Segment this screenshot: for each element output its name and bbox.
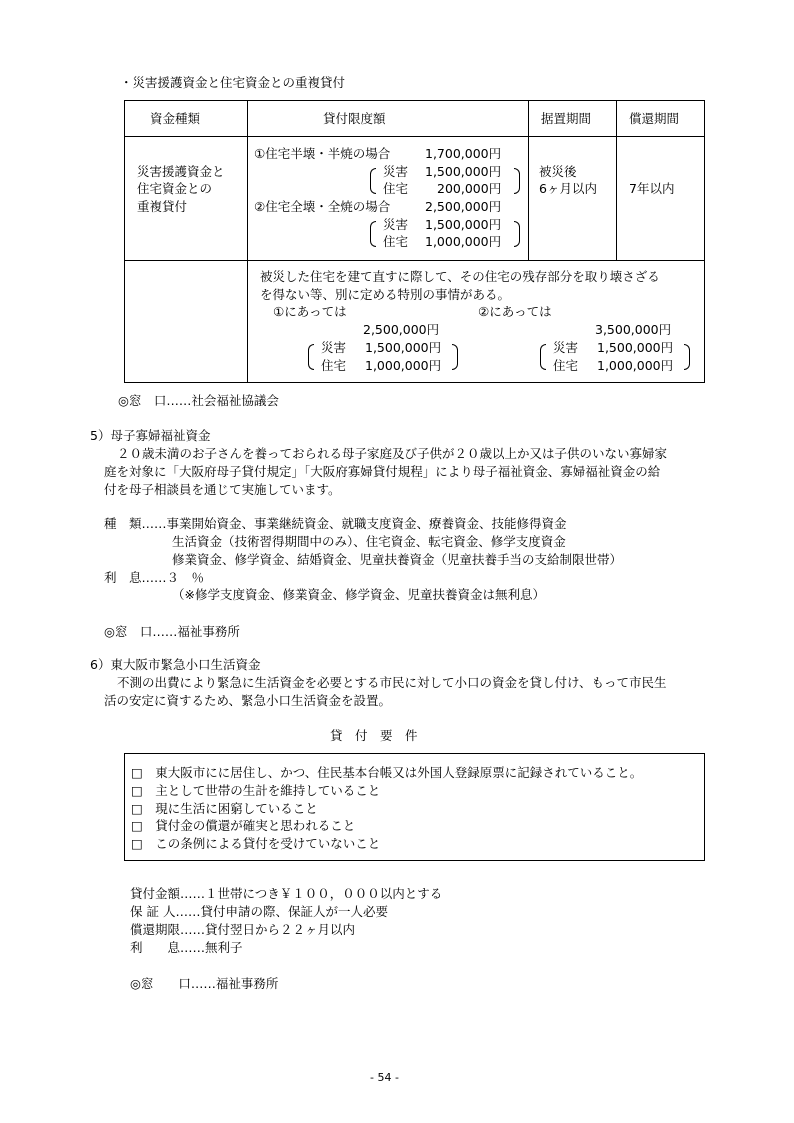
case2-sub2-amount: 1,000,000円 [425,234,502,249]
brace [452,344,458,370]
special-case-text: を得ない等、別に定める特別の事情がある。 [260,287,511,302]
requirements-title: 貸 付 要 件 [330,728,418,743]
brace [540,344,546,370]
case1-sub1-label: 災害 [383,164,409,179]
case1-sub2-label: 住宅 [383,181,409,196]
repayment-period: 7年以内 [629,181,675,196]
brace [514,168,520,194]
body-text: 活の安定に資するため、緊急小口生活資金を設置。 [104,693,392,708]
left-sub2-label: 住宅 [321,358,347,373]
fund-type-line: 住宅資金との [137,181,213,196]
section-heading: ・災害援護資金と住宅資金との重複貸付 [120,75,346,90]
requirements-box [124,753,705,861]
special-case-text: 被災した住宅を建て直すに際して、その住宅の残存部分を取り壊さざる [260,269,660,284]
brace [684,344,690,370]
interest: 利 息……無利子 [130,940,243,955]
requirement-item: □ 貸付金の償還が確実と思われること [131,818,356,833]
requirement-item: □ この条例による貸付を受けていないこと [131,836,381,851]
case1-sub1-amount: 1,500,000円 [425,164,502,179]
deferment-line: 被災後 [539,164,577,179]
case1-sub2-amount: 200,000円 [437,181,502,196]
fund-type-line: 災害援護資金と [137,164,225,179]
brace [308,344,314,370]
fund-type-line: 重複貸付 [137,199,188,214]
right-total: 3,500,000円 [595,322,672,337]
header-fund-type: 資金種類 [150,111,201,126]
fund-types: 種 類……事業開始資金、事業継続資金、就職支度資金、療養資金、技能修得資金 [104,516,567,531]
interest: 利 息……３ ％ [104,570,205,585]
case2-amount: 2,500,000円 [425,199,502,214]
right-sub2-label: 住宅 [553,358,579,373]
body-text: 庭を対象に「大阪府母子貸付規定」「大阪府寡婦貸付規程」により母子福祉資金、寡婦福祉資金の給 [104,464,661,479]
brace [370,221,376,247]
case2-label: ②住宅全壊・全焼の場合 [254,199,391,214]
repayment-deadline: 償還期限……貸付翌日から２２ヶ月以内 [130,922,356,937]
left-sub2-amount: 1,000,000円 [365,358,442,373]
requirement-item: □ 東大阪市にに居住し、かつ、住民基本台帳又は外国人登録原票に記録されていること。 [131,765,643,780]
case1-label: ①住宅半壊・半焼の場合 [254,146,391,161]
right-sub1-label: 災害 [553,340,579,355]
header-repayment: 償還期間 [629,111,680,126]
header-deferment: 据置期間 [541,111,592,126]
case2-sub1-label: 災害 [383,217,409,232]
case2-sub1-amount: 1,500,000円 [425,217,502,232]
case2-sub2-label: 住宅 [383,234,409,249]
right-sub1-amount: 1,500,000円 [597,340,674,355]
interest-note: （※修学支度資金、修業資金、修学資金、児童扶養資金は無利息） [172,587,545,602]
section-heading: 5）母子寡婦福祉資金 [90,428,211,443]
page-number: - 54 - [370,1071,399,1084]
brace [370,168,376,194]
body-text: ２０歳未満のお子さんを養っておられる母子家庭及び子供が２０歳以上か又は子供のいない寡婦家 [117,446,668,461]
guarantor: 保 証 人……貸付申請の際、保証人が一人必要 [130,904,388,919]
deferment-line: 6ヶ月以内 [539,181,597,196]
contact-window: ◎窓 口……福祉事務所 [104,624,240,639]
contact-window: ◎窓 口……福祉事務所 [130,976,279,991]
body-text: 不測の出費により緊急に生活資金を必要とする市民に対して小口の資金を貸し付け、もって市民生 [117,675,667,690]
body-text: 付を母子相談員を通じて実施しています。 [104,482,341,497]
right-case-label: ②にあっては [478,304,552,319]
requirement-item: □ 主として世帯の生計を維持していること [131,783,381,798]
requirement-item: □ 現に生活に困窮していること [131,801,318,816]
case1-amount: 1,700,000円 [425,146,502,161]
brace [514,221,520,247]
left-total: 2,500,000円 [363,322,440,337]
fund-types: 修業資金、修学資金、結婚資金、児童扶養資金（児童扶養手当の支給制限世帯） [172,552,623,567]
right-sub2-amount: 1,000,000円 [597,358,674,373]
loan-amount: 貸付金額……１世帯につき￥１００，０００以内とする [130,886,443,901]
section-heading: 6）東大阪市緊急小口生活資金 [90,657,261,672]
header-loan-limit: 貸付限度額 [323,111,386,126]
contact-window: ◎窓 口……社会福祉協議会 [118,393,279,408]
left-sub1-label: 災害 [321,340,347,355]
left-case-label: ①にあっては [273,304,347,319]
left-sub1-amount: 1,500,000円 [365,340,442,355]
fund-types: 生活資金（技術習得期間中のみ）、住宅資金、転宅資金、修学支度資金 [172,534,566,549]
